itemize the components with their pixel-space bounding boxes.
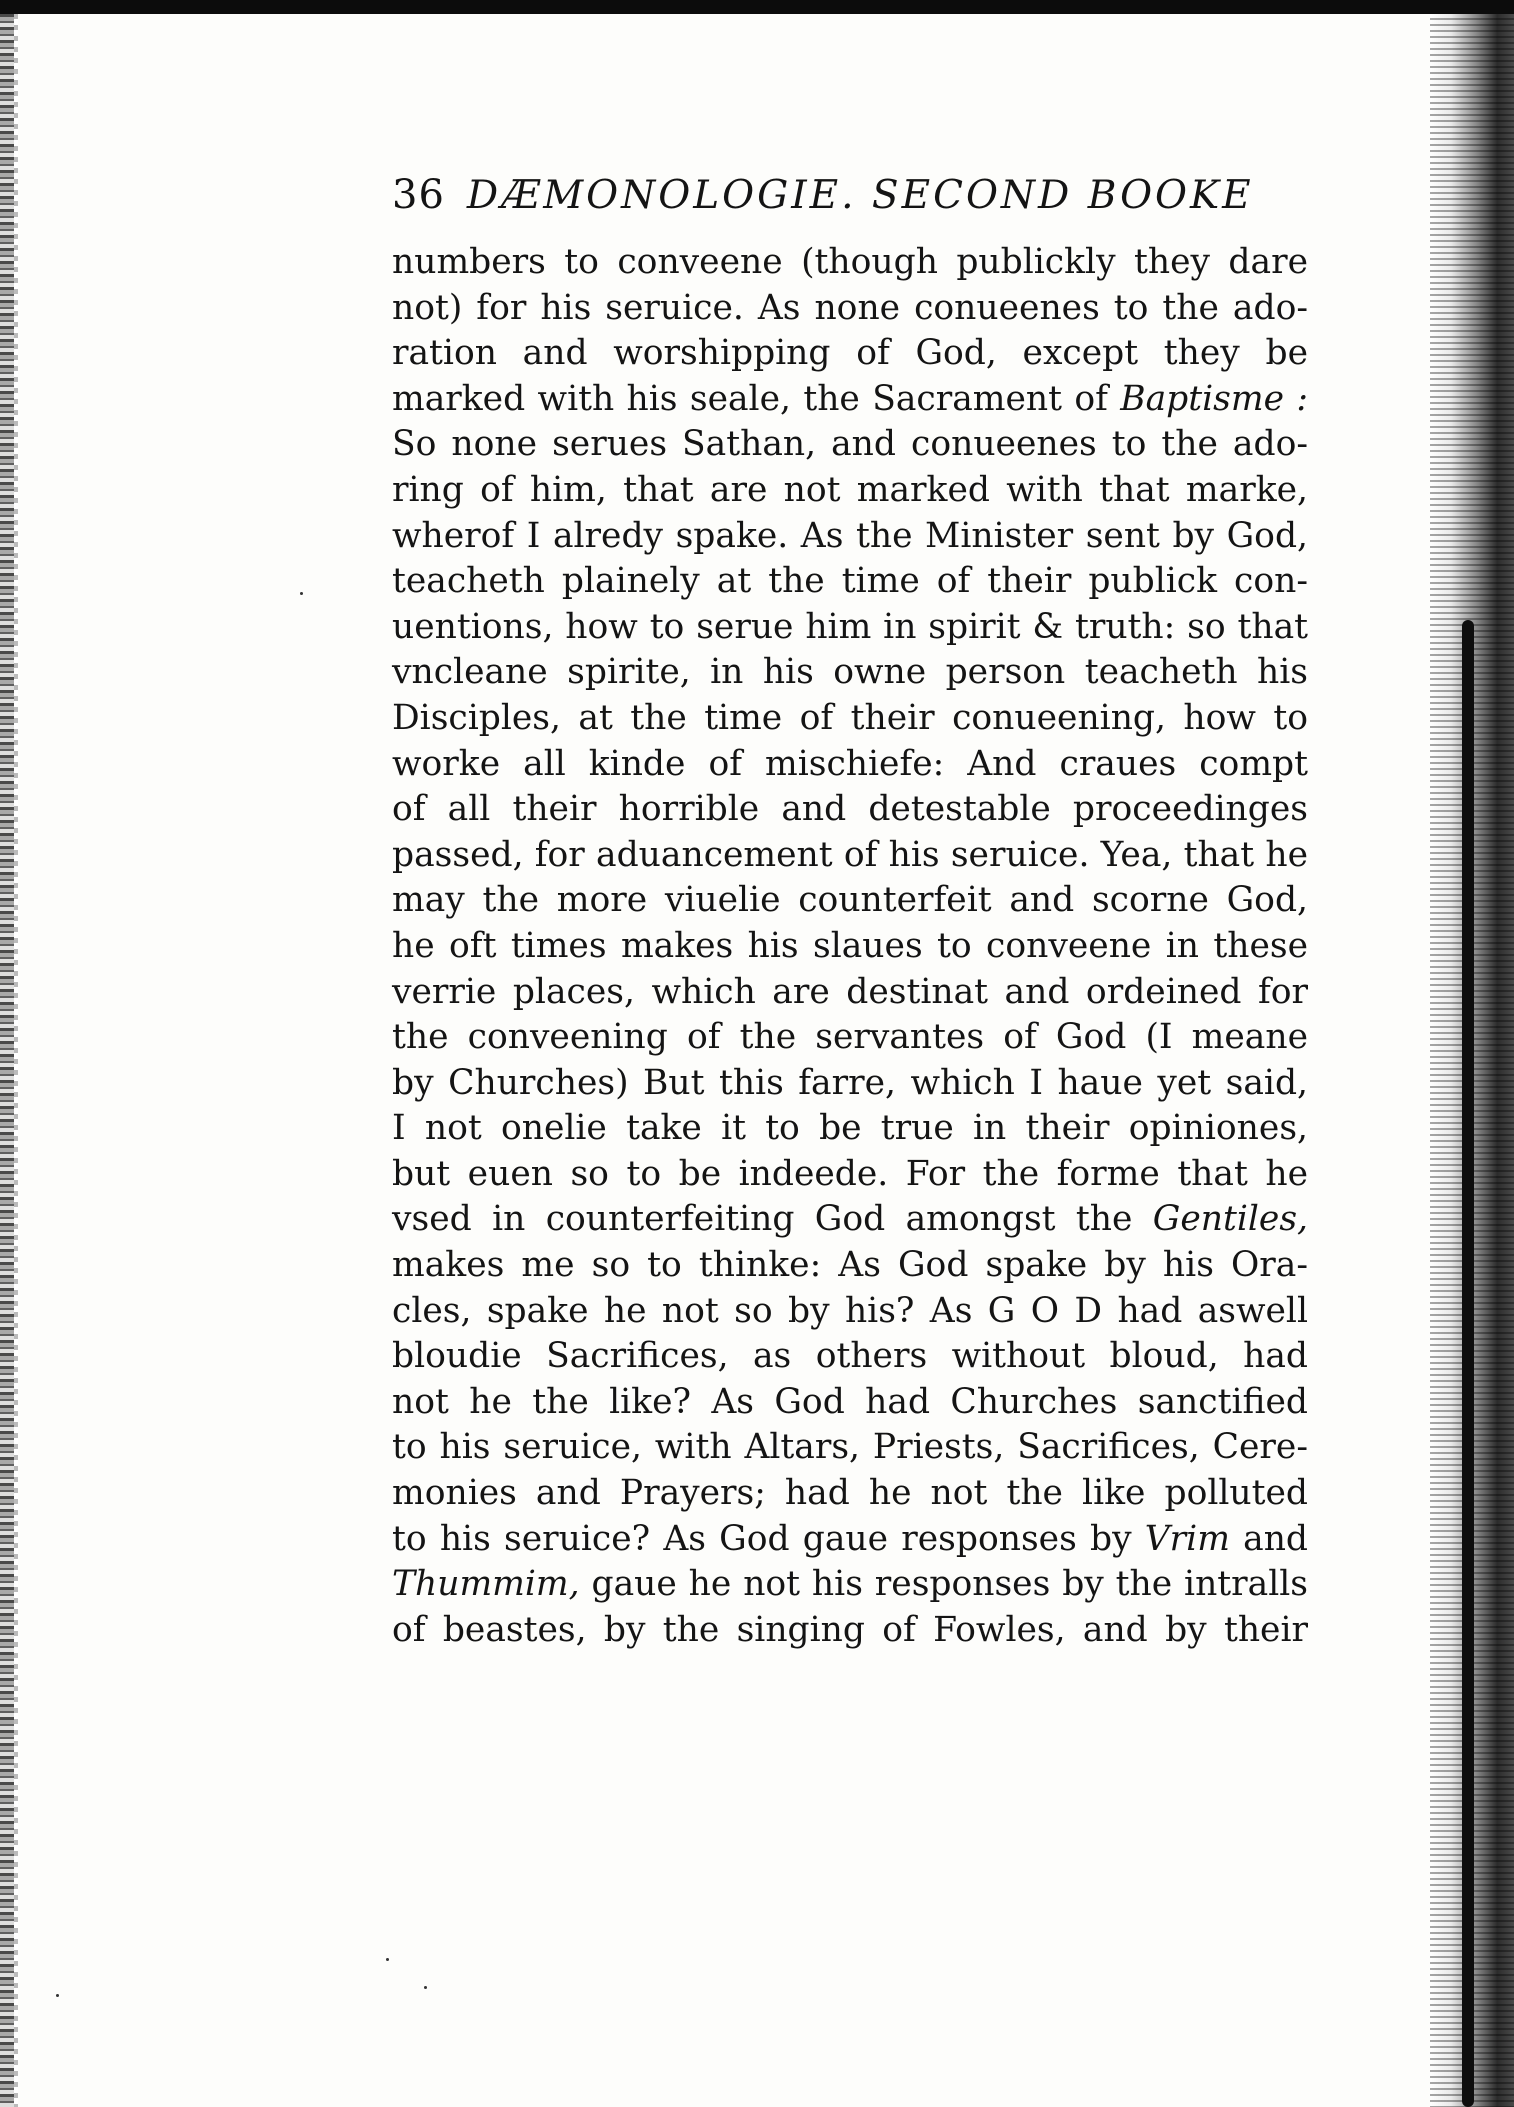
- text-segment: but euen so to be indeede. For the forme that he: [392, 1153, 1308, 1194]
- text-line: [392, 1015, 1308, 1061]
- text-segment: by Churches) But this farre, which I haue yet said,: [392, 1062, 1308, 1103]
- scan-book-spine: [1462, 620, 1474, 2107]
- text-segment: ration and worshipping of God, except they be: [392, 333, 1308, 374]
- text-segment: teacheth plainely at the time of their publick con-: [392, 561, 1308, 602]
- text-segment: not he the like? As God had Churches sanctified: [392, 1381, 1308, 1422]
- text-segment: passed, for aduancement of his seruice. Yea, that he: [392, 834, 1308, 875]
- text-segment: verrie places, which are destinat and ordeined for: [392, 971, 1308, 1012]
- scan-left-edge-shadow: [14, 14, 18, 2107]
- italic-term: Baptisme :: [1120, 378, 1308, 419]
- text-segment: the conveening of the servantes of God (I meane: [392, 1017, 1308, 1058]
- text-line: [392, 878, 1308, 924]
- text-segment: makes me so to thinke: As God spake by his Ora-: [392, 1245, 1308, 1286]
- text-segment: Disciples, at the time of their conueening, how to: [392, 697, 1308, 738]
- text-line: [392, 1289, 1308, 1335]
- text-segment: to his seruice? As God gaue responses by: [392, 1518, 1145, 1559]
- text-segment: of all their horrible and detestable proceedinges: [392, 789, 1308, 830]
- text-segment: So none serues Sathan, and conueenes to the ado-: [392, 424, 1308, 465]
- text-line: [392, 1243, 1308, 1289]
- scan-top-border: [0, 0, 1514, 14]
- running-head: DÆMONOLOGIE. SECOND BOOKE: [466, 173, 1254, 218]
- text-segment: marked with his seale, the Sacrament of: [392, 378, 1121, 419]
- text-line: [392, 1471, 1308, 1517]
- paper-speck: [56, 1994, 59, 1997]
- text-line: [392, 605, 1308, 651]
- text-segment: and: [1229, 1518, 1309, 1559]
- text-segment: gaue he not his responses by the intralls: [579, 1564, 1308, 1605]
- book-page: [392, 172, 1308, 1653]
- text-segment: he oft times makes his slaues to conveene in these: [392, 925, 1308, 966]
- text-line: [392, 422, 1308, 468]
- text-line: [392, 377, 1308, 423]
- text-segment: ring of him, that are not marked with that marke,: [392, 469, 1308, 510]
- text-segment: of beastes, by the singing of Fowles, and by their: [392, 1609, 1308, 1650]
- text-segment: not) for his seruice. As none conueenes to the ado-: [392, 287, 1308, 328]
- italic-term: Vrim: [1144, 1518, 1230, 1559]
- text-line: [392, 240, 1308, 286]
- text-line: [392, 1517, 1308, 1563]
- text-line: [392, 787, 1308, 833]
- text-segment: to his seruice, with Altars, Priests, Sacrifices, Cere-: [392, 1427, 1308, 1468]
- text-line: [392, 286, 1308, 332]
- text-segment: vncleane spirite, in his owne person teacheth his: [392, 652, 1308, 693]
- paper-speck: [300, 592, 303, 595]
- paper-speck: [424, 1986, 427, 1989]
- body-text: [392, 240, 1308, 1653]
- text-line: [392, 1334, 1308, 1380]
- text-line: [392, 1425, 1308, 1471]
- text-line: [392, 1197, 1308, 1243]
- text-segment: uentions, how to serue him in spirit & truth: so that: [392, 606, 1308, 647]
- text-line: [392, 331, 1308, 377]
- text-line: [392, 1152, 1308, 1198]
- page-number: 36: [392, 172, 445, 218]
- text-segment: may the more viuelie counterfeit and scorne God,: [392, 880, 1308, 921]
- text-line: [392, 468, 1308, 514]
- text-segment: cles, spake he not so by his? As G O D had aswell: [392, 1290, 1308, 1331]
- text-line: [392, 924, 1308, 970]
- page-header: [392, 172, 1308, 240]
- text-line: [392, 742, 1308, 788]
- text-segment: bloudie Sacrifices, as others without bloud, had: [392, 1336, 1308, 1377]
- text-line: [392, 514, 1308, 560]
- text-segment: wherof I alredy spake. As the Minister sent by God,: [392, 515, 1308, 556]
- text-line: [392, 970, 1308, 1016]
- text-segment: I not onelie take it to be true in their opiniones,: [392, 1108, 1308, 1149]
- text-line: [392, 1061, 1308, 1107]
- text-line: [392, 696, 1308, 742]
- text-line: [392, 833, 1308, 879]
- text-segment: numbers to conveene (though publickly they dare: [392, 242, 1308, 282]
- text-line: [392, 650, 1308, 696]
- paper-speck: [386, 1958, 389, 1961]
- italic-term: Gentiles,: [1152, 1199, 1308, 1240]
- text-line: [392, 1562, 1308, 1608]
- italic-term: Thummim,: [392, 1564, 580, 1605]
- text-segment: vsed in counterfeiting God amongst the: [392, 1199, 1153, 1240]
- text-line: [392, 1106, 1308, 1152]
- text-line: [392, 1380, 1308, 1426]
- text-line: [392, 1608, 1308, 1654]
- text-line: [392, 559, 1308, 605]
- text-segment: worke all kinde of mischiefe: And craues compt: [392, 743, 1308, 784]
- scan-left-edge: [0, 14, 14, 2107]
- text-segment: monies and Prayers; had he not the like polluted: [392, 1473, 1308, 1514]
